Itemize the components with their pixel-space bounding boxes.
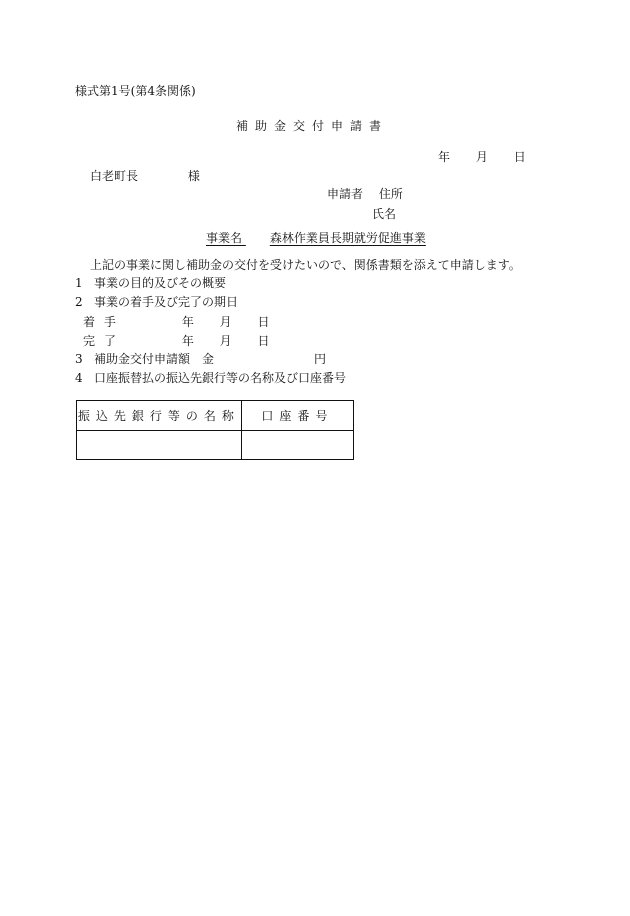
account-number-cell[interactable] — [241, 431, 353, 460]
document-title: 補助金交付申請書 — [236, 119, 389, 133]
table-header-row — [77, 401, 354, 431]
schedule-end-label: 完了 — [83, 334, 126, 348]
addressee-line — [90, 169, 200, 183]
item-text: 事業の目的及びその概要 — [94, 276, 227, 290]
end-day-label: 日 — [257, 334, 270, 348]
end-year-label: 年 — [181, 334, 194, 348]
project-name: 森林作業員長期就労促進事業 — [269, 231, 426, 245]
date-year-label: 年 — [438, 150, 451, 164]
table-row — [77, 431, 354, 460]
schedule-start-label: 着手 — [83, 315, 126, 329]
date-line — [438, 150, 526, 164]
item-text: 補助金交付申請額 — [94, 352, 191, 366]
addressee-name: 白老町長 — [90, 169, 139, 183]
date-month-label: 月 — [475, 150, 488, 164]
item-text: 事業の着手及び完了の期日 — [94, 295, 239, 309]
start-day-label: 日 — [257, 315, 270, 329]
account-number-header: 口座番号 — [241, 401, 353, 431]
start-month-label: 月 — [219, 315, 232, 329]
start-year-label: 年 — [181, 315, 194, 329]
intro-statement: 上記の事業に関し補助金の交付を受けたいので、関係書類を添えて申請します。 — [90, 258, 521, 272]
schedule-start-line — [83, 315, 270, 329]
item-bank-account — [75, 371, 346, 385]
amount-unit: 円 — [314, 352, 327, 366]
item-number: 3 — [75, 352, 83, 366]
date-day-label: 日 — [513, 150, 526, 164]
item-purpose — [75, 276, 226, 290]
schedule-end-line — [83, 334, 270, 348]
item-number: 2 — [75, 295, 83, 309]
bank-name-header: 振込先銀行等の名称 — [77, 401, 242, 431]
item-schedule — [75, 295, 238, 309]
item-number: 4 — [75, 371, 83, 385]
form-number: 様式第1号(第4条関係) — [75, 84, 196, 98]
project-line — [206, 231, 426, 245]
applicant-address-label: 住所 — [378, 187, 403, 201]
item-number: 1 — [75, 276, 83, 290]
applicant-name-label: 氏名 — [372, 207, 397, 221]
applicant-address-line — [327, 187, 403, 201]
amount-prefix: 金 — [202, 352, 215, 366]
item-text: 口座振替払の振込先銀行等の名称及び口座番号 — [94, 371, 347, 385]
end-month-label: 月 — [219, 334, 232, 348]
project-label: 事業名 — [206, 231, 243, 245]
applicant-label: 申請者 — [327, 187, 364, 201]
bank-account-table — [76, 400, 354, 460]
item-amount — [75, 352, 326, 366]
bank-name-cell[interactable] — [77, 431, 242, 460]
addressee-honorific: 様 — [187, 169, 200, 183]
